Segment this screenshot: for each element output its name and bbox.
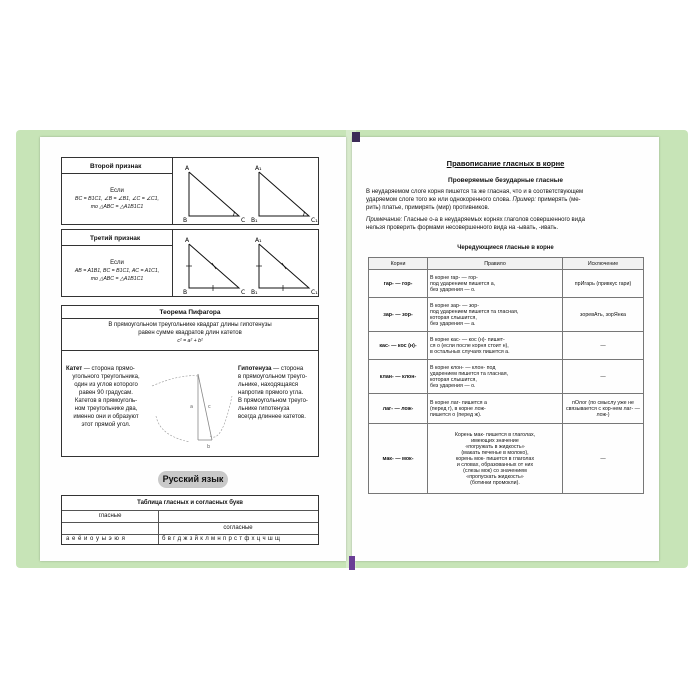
alternating-title: Чередующиеся гласные в корне [457,245,554,251]
rule-line: и словах, образованных от них [456,461,534,468]
svg-text:A₁: A₁ [255,165,262,172]
rule-line: (макать печенье в молоко), [461,449,529,456]
rule-line: которая слышится, [430,376,477,383]
leg-text-0: — сторона прямо- [83,366,135,372]
table-row [369,360,644,394]
exception-cell: зоревАть, зорЯнка [563,298,644,332]
left-page [40,137,346,561]
rule-line: (ботинки промокли). [470,479,520,486]
pythagoras-formula: c² = a² + b² [177,338,203,344]
example-text: примерять (ме- [537,197,581,203]
rule-line: В корне зар- — зор- [430,302,479,309]
pythagoras-triangle [150,356,235,451]
exception-cell: пОлог (по смыслу уже не связывается с кор-нем лаг- — лож-) [563,394,644,424]
bookmark-ribbon [349,556,355,570]
column-header-rule: Правило [428,258,563,270]
rule-cell [428,270,563,298]
leg-text-5: ном треугольнике два, [74,406,138,412]
hyp-text-2: льнике, находящаяся [238,382,298,388]
leg-term: Катет [66,366,83,372]
svg-text:A: A [185,237,190,244]
rule-cell [428,394,563,424]
rule-line: которая слышится, [430,314,477,321]
svg-text:C: C [241,289,246,296]
note-text: Гласные о-а в неударяемых корнях глаголов совершенного вида [403,217,585,223]
root-cell: зар- — зор- [369,298,428,332]
root-cell: гар- — гор- [369,270,428,298]
hyp-definition [238,366,316,373]
rule-line: В корне клон- — клон- под [430,364,496,371]
svg-text:C₁: C₁ [311,217,318,224]
hyp-text-3: напротив прямого угла. [238,390,304,396]
svg-text:c: c [208,404,211,410]
right-page [352,137,659,561]
rule-line: без ударения — о. [430,286,476,293]
svg-text:A₁: A₁ [255,237,262,244]
example-label: Пример: [512,197,536,203]
consonants-list: б в г д ж з й к л м н п р с т ф х ц ч ш щ [162,536,281,542]
root-cell: мак- — мок- [369,424,428,494]
pythagoras-title: Теорема Пифагора [159,309,221,316]
rule-line: под ударением пишется а, [430,280,496,287]
leg-text-4: Катетов в прямоуголь- [74,398,138,404]
rule-line: пишется о (перед ж). [430,411,482,418]
hyp-text-0: — сторона [273,366,304,372]
svg-text:B: B [183,217,188,224]
svg-text:B: B [183,289,188,296]
rule-line: «погружать в жидкость» [465,443,525,450]
rule-line: «пропускать жидкость» [466,473,524,480]
rule-para-line2-main: ударяемом слоге того же или однокоренного слова. [366,197,511,203]
exception-cell: — [563,424,644,494]
second-sign-title: Второй признак [90,163,142,170]
svg-text:B₁: B₁ [251,289,258,296]
hyp-text-4: В прямоугольном треуго- [238,398,308,404]
third-sign-box [61,229,319,297]
rule-line: имеющих значение [471,437,519,444]
leg-text-1: угольного треугольника, [72,374,140,380]
rule-line: В корне гар- — гор- [430,274,478,281]
svg-text:a: a [190,404,194,410]
rule-cell [428,424,563,494]
right-subheading: Проверяемые безударные гласные [448,177,563,184]
third-sign-triangles [177,234,317,294]
svg-text:C: C [241,217,246,224]
third-sign-title: Третий признак [90,235,141,242]
rule-para-line1: В неударяемом слоге корня пишется та же гласная, что и в соответствующем [366,189,584,195]
exception-cell: прИгарь (привкус гари) [563,270,644,298]
column-header-roots: Корни [369,258,428,270]
rule-cell [428,332,563,360]
hyp-text-5: льнике гипотенуза [238,406,290,412]
hyp-term: Гипотенуза [238,366,272,372]
table-row [369,298,644,332]
root-cell: клан- — клон- [369,360,428,394]
rule-line: (перед г), в корне лож- [430,405,486,412]
rule-line: В корне лаг- пишется а [430,399,487,406]
letters-table-title: Таблица гласных и согласных букв [137,500,243,506]
table-row [369,424,644,494]
rule-line: без ударения — о. [430,382,476,389]
rule-line: без ударения — а. [430,320,476,327]
pythagoras-line1: В прямоугольном треугольнике квадрат длины гипотенузы [108,322,272,328]
table-header-row [369,258,644,270]
second-sign-condition: BC = B1C1, ∠B = ∠B1, ∠C = ∠C1, [75,196,159,202]
svg-text:A: A [185,165,190,172]
note-label: Примечание: [366,217,403,223]
rule-para-line3: рить) платье, примирять (мир) противников. [366,205,490,211]
rule-cell [428,298,563,332]
letters-table [61,495,319,545]
rule-line: под ударением пишется та гласная, [430,308,519,315]
leg-text-6: именно они и образуют [73,414,139,420]
exception-cell: — [563,360,644,394]
rule-line: ся о (если после корня стоит н), [430,342,509,349]
leg-text-3: равен 90 градусам. [79,390,133,396]
second-sign-box [61,157,319,225]
third-sign-condition: AB = A1B1, BC = B1C1, AC = A1C1, [74,268,160,274]
hyp-text-1: в прямоугольном треуго- [238,374,308,380]
right-heading: Правописание гласных в корне [446,159,565,168]
leg-definition [66,366,146,373]
svg-text:b: b [207,444,211,450]
russian-language-pill: Русский язык [158,471,228,488]
rule-para-line2 [366,197,651,204]
root-cell: лаг- — лож- [369,394,428,424]
hyp-text-6: всегда длиннее катетов. [238,414,306,420]
pythagoras-box [61,305,319,457]
third-sign-if: Если [110,260,124,266]
column-header-exception: Исключение [563,258,644,270]
note-line2: нельзя проверить формами несовершенного вида на -ывать, -ивать. [366,225,559,231]
leg-text-7: этот прямой угол. [81,422,131,428]
root-cell: кас- — кос (н)- [369,332,428,360]
alternating-vowels-table [368,257,644,494]
table-row [369,270,644,298]
consonants-header: согласные [223,525,253,531]
third-sign-result: то △ABC = △A1B1C1 [90,276,144,282]
leg-text-2: один из углов которого [74,382,138,388]
table-row [369,332,644,360]
rule-line: корень мок- пишется в глаголах [455,455,535,462]
rule-line: Корень мак- пишется в глаголах, [454,431,536,438]
svg-text:B₁: B₁ [251,217,258,224]
vowels-header: гласные [98,513,122,519]
vowels-list: а е ё и о у ы э ю я [66,536,126,542]
rule-line: (слезы мок) со значением [463,467,527,474]
second-sign-triangles [177,162,317,222]
table-row [369,394,644,424]
svg-text:C₁: C₁ [311,289,318,296]
second-sign-result: то △ABC = △A1B1C1 [90,204,144,210]
rule-cell [428,360,563,394]
second-sign-if: Если [110,188,124,194]
exception-cell: — [563,332,644,360]
note-line1 [366,217,651,224]
bookmark-ribbon-top [352,132,360,142]
pythagoras-line2: равен сумме квадратов длин катетов [138,330,242,336]
rule-line: ударением пишется та гласная, [430,370,509,377]
rule-line: В корне кас- — кос (н)- пишет- [430,336,505,343]
rule-line: в остальных случаях пишется а. [430,348,510,355]
